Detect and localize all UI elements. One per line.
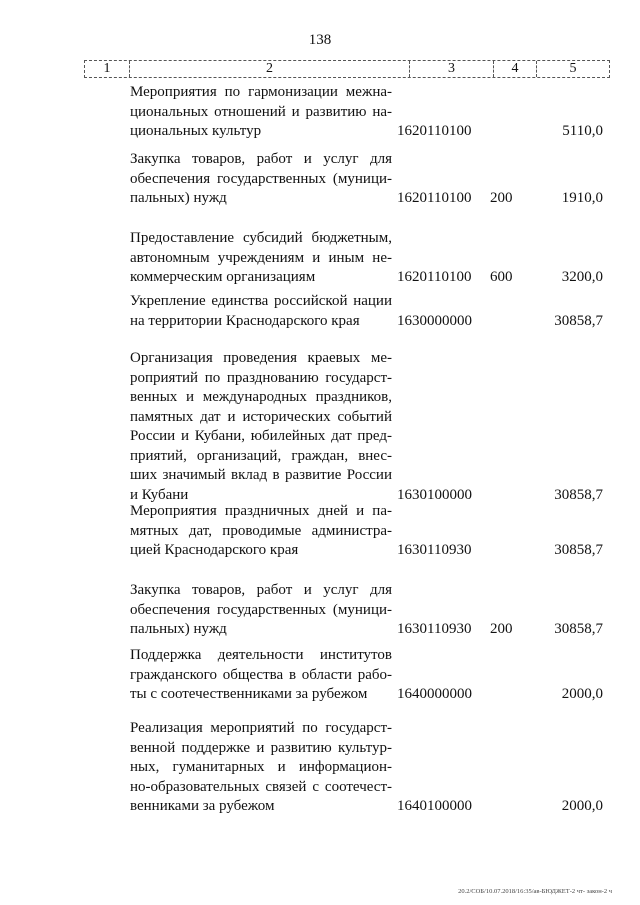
description-line: венниками за рубежом (130, 798, 275, 814)
row-description (130, 349, 392, 505)
description-line: обеспечения государственных (муници- (130, 170, 392, 187)
header-col-3: 3 (410, 61, 494, 77)
description-line: венных и международных праздников, (130, 389, 392, 405)
description-line: ших значимый вклад в развитие России (130, 467, 392, 483)
description-line: Мероприятия праздничных дней и па- (130, 503, 392, 519)
row-amount: 2000,0 (561, 686, 603, 702)
row-code: 1620110100 (397, 123, 472, 139)
row-description (130, 502, 392, 561)
description-line: но-образовательных связей с соотечест- (130, 778, 392, 795)
description-line: циональных культур (130, 123, 262, 139)
description-line: коммерческим организациям (130, 269, 316, 285)
description-line: роприятий по празднованию государст- (130, 369, 392, 386)
description-line: Закупка товаров, работ и услуг для (130, 151, 392, 167)
page-number: 138 (308, 32, 332, 48)
header-col-1: 1 (85, 61, 130, 77)
description-line: России и Кубани, юбилейных дат пред- (130, 428, 392, 444)
description-line: обеспечения государственных (муници- (130, 601, 392, 618)
row-amount: 30858,7 (554, 621, 603, 637)
row-description (130, 719, 392, 817)
header-col-5: 5 (569, 61, 577, 76)
row-description (130, 229, 392, 288)
description-line: ты с соотечественниками за рубежом (130, 686, 368, 702)
row-description (130, 83, 392, 142)
description-line: ных, гуманитарных и информацион- (130, 759, 392, 775)
description-line: памятных дат и исторических событий (130, 408, 392, 425)
description-line: Организация проведения краевых ме- (130, 350, 392, 366)
row-description (130, 292, 392, 331)
description-line: и Кубани (130, 486, 189, 503)
row-code: 1630110930 (397, 621, 472, 637)
description-line: мятных дат, проводимые администра- (130, 522, 392, 539)
row-amount: 2000,0 (561, 798, 603, 814)
header-col-4: 4 (494, 61, 537, 77)
footer-stamp: 20.2/СОБ/10.07.2018/16:35/ав-БЮДЖЕТ-2 чт- закон-2 ч (458, 888, 612, 895)
row-code: 1620110100 (397, 269, 472, 285)
description-line: Реализация мероприятий по государст- (130, 720, 392, 736)
row-amount: 1910,0 (561, 190, 603, 206)
row-description (130, 581, 392, 640)
description-line: Поддержка деятельности институтов (130, 647, 392, 663)
description-line: Мероприятия по гармонизации межна- (130, 84, 392, 100)
row-description (130, 150, 392, 209)
description-line: циональных отношений и развитию на- (130, 103, 392, 120)
row-code: 1630110930 (397, 542, 472, 558)
row-code: 1640100000 (397, 798, 472, 814)
description-line: Предоставление субсидий бюджетным, (130, 230, 392, 246)
row-amount: 5110,0 (562, 123, 603, 139)
description-line: цией Краснодарского края (130, 542, 299, 558)
row-expense-type: 200 (490, 621, 513, 637)
description-line: гражданского общества в области рабо- (130, 666, 392, 683)
row-expense-type: 200 (490, 190, 513, 206)
description-line: на территории Краснодарского края (130, 312, 360, 329)
row-amount: 30858,7 (554, 542, 603, 558)
description-line: пальных) нужд (130, 621, 227, 637)
description-line: Закупка товаров, работ и услуг для (130, 582, 392, 598)
table-header (84, 60, 610, 78)
row-amount: 30858,7 (554, 312, 603, 329)
row-code: 1630000000 (397, 312, 472, 329)
row-amount: 30858,7 (554, 486, 603, 503)
row-code: 1640000000 (397, 686, 472, 702)
row-code: 1620110100 (397, 190, 472, 206)
description-line: автономным учреждениям и иным не- (130, 249, 392, 266)
description-line: Укрепление единства российской нации (130, 293, 392, 309)
row-description (130, 646, 392, 705)
description-line: венной поддержке и развитию культур- (130, 739, 392, 756)
row-expense-type: 600 (490, 269, 513, 285)
row-code: 1630100000 (397, 486, 472, 503)
row-amount: 3200,0 (561, 269, 603, 285)
description-line: приятий, организаций, граждан, внес- (130, 447, 392, 464)
header-col-2: 2 (130, 61, 410, 77)
description-line: пальных) нужд (130, 190, 227, 206)
